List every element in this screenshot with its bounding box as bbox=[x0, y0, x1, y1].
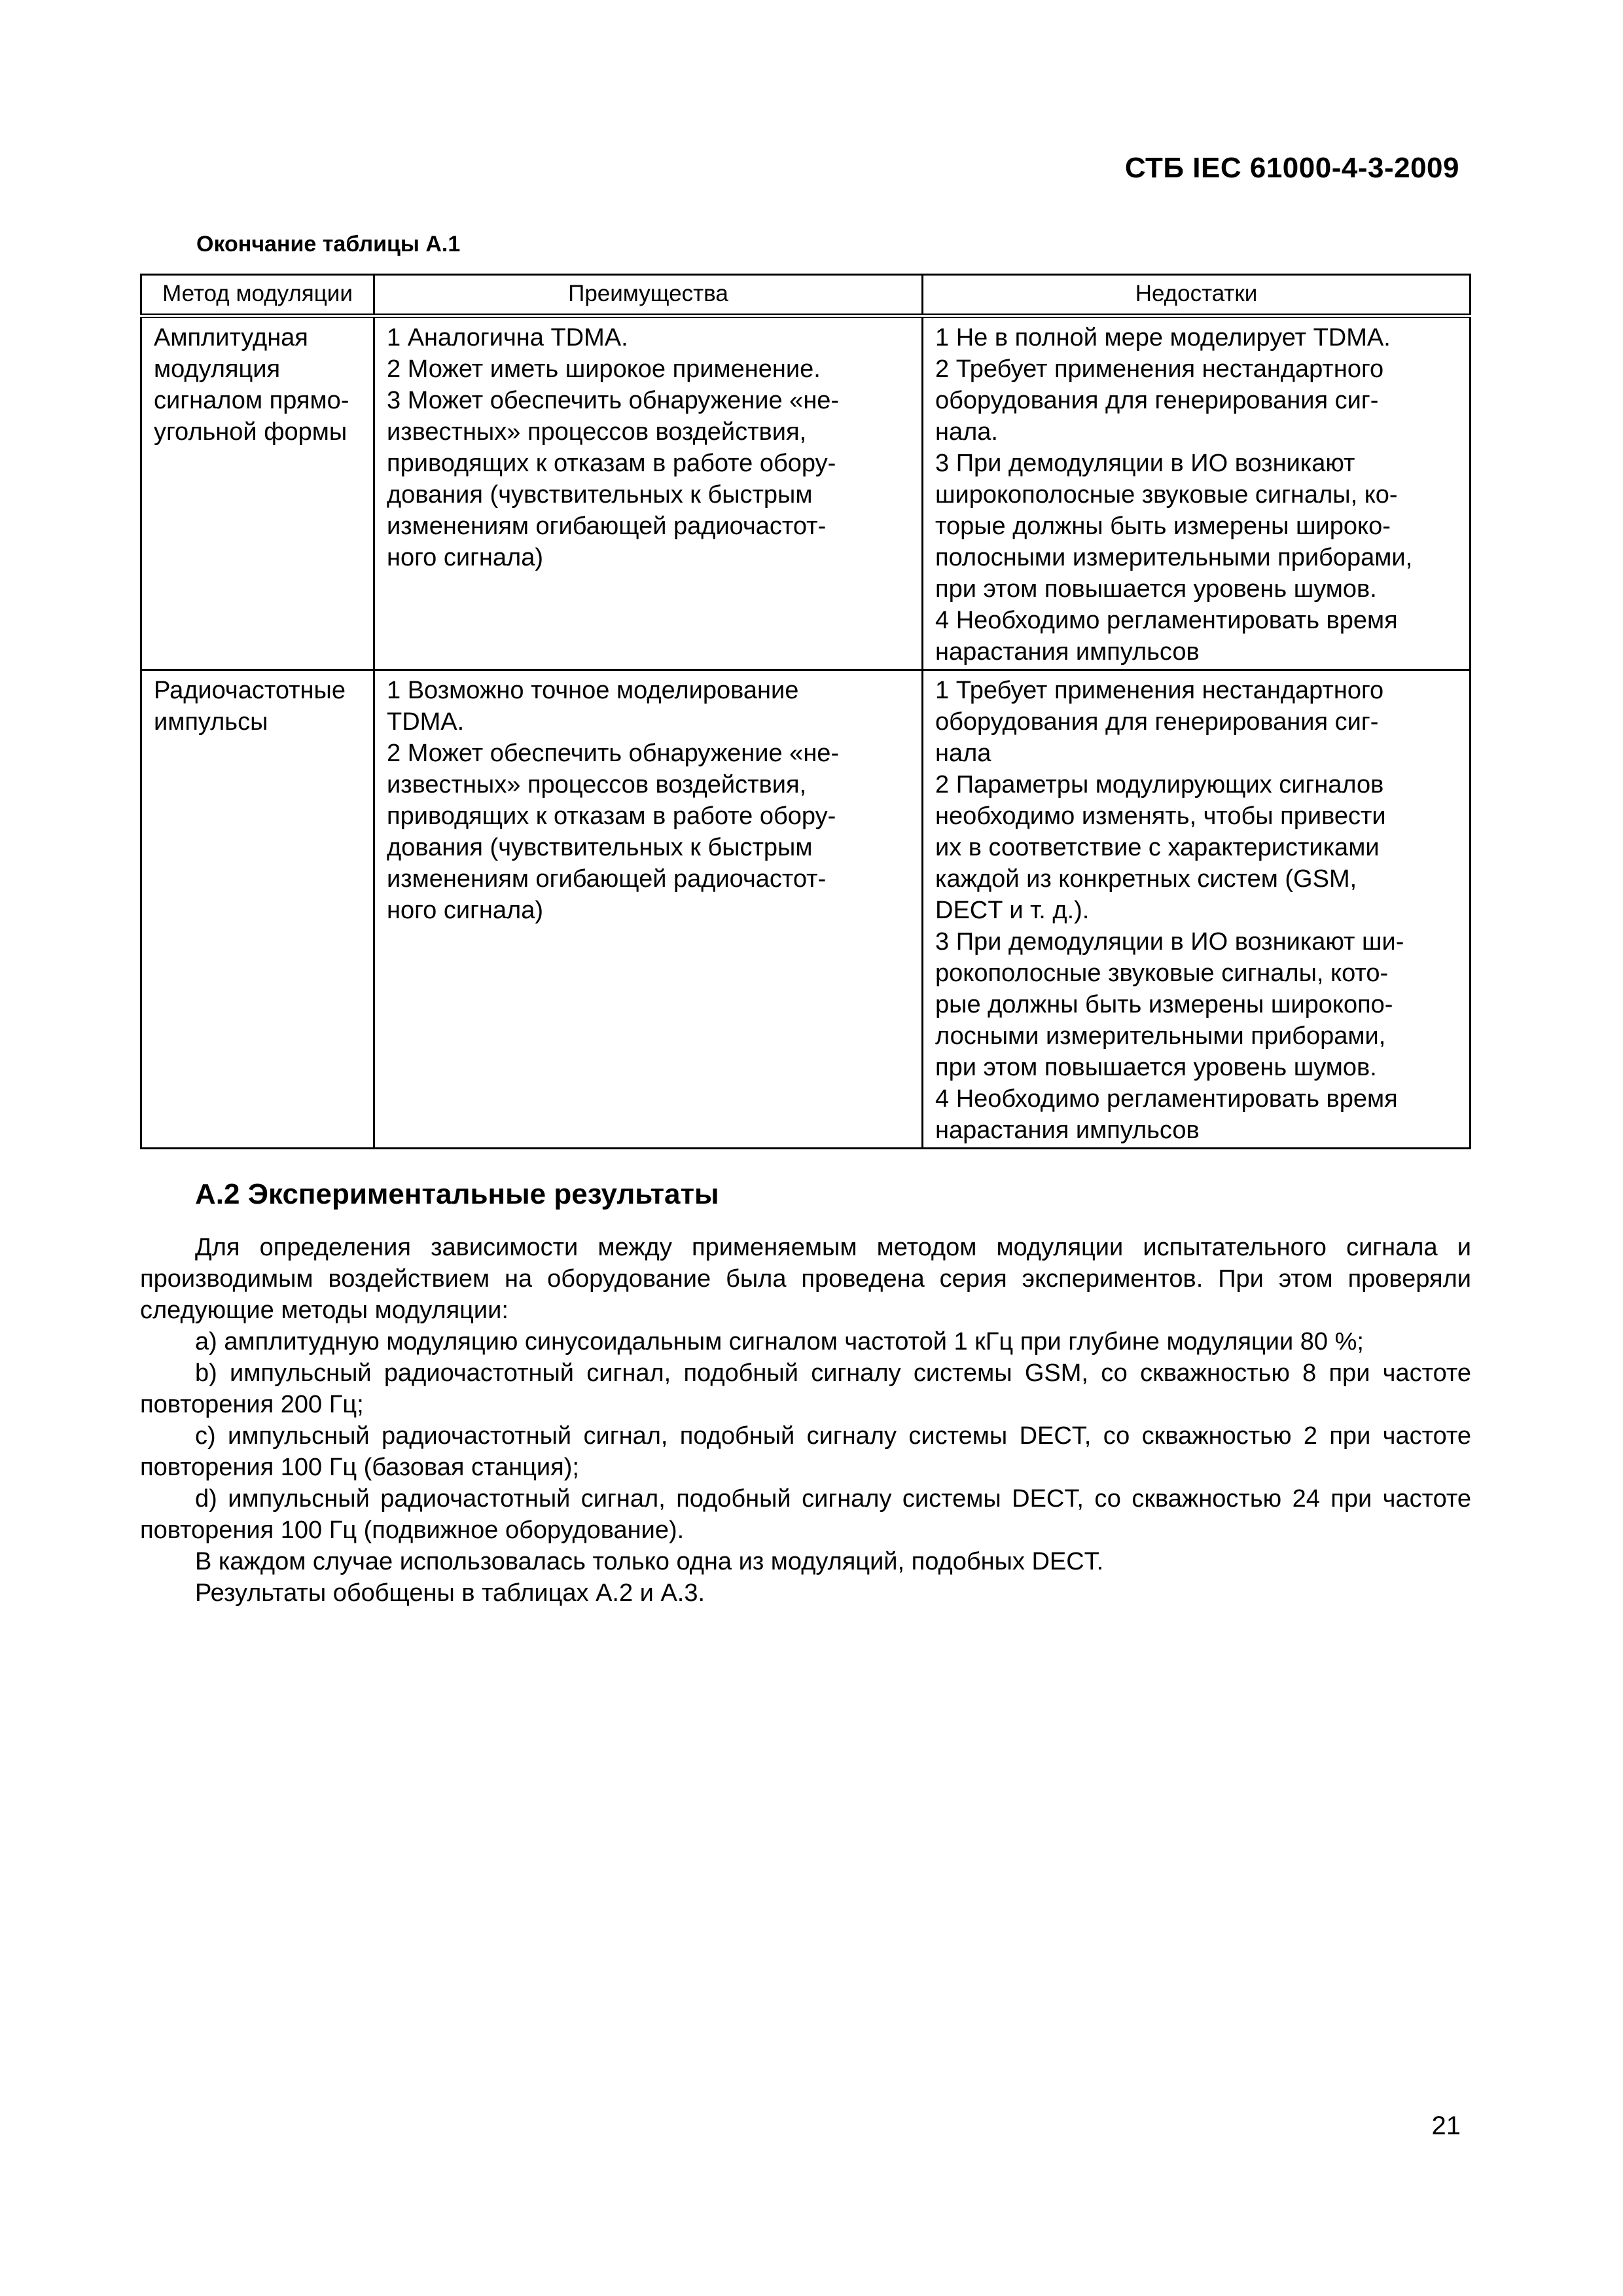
cell-text-line: их в соответствие с характеристиками bbox=[935, 834, 1380, 861]
column-header-method: Метод модуляции bbox=[141, 275, 374, 316]
document-code: СТБ IEC 61000-4-3-2009 bbox=[1124, 152, 1459, 184]
body-paragraph: d) импульсный радиочастотный сигнал, подобный сигналу системы DECT, со скважностью 24 при частоте повторения 100 Гц (подвижное оборудование). bbox=[140, 1485, 1471, 1544]
body-paragraph: c) импульсный радиочастотный сигнал, подобный сигналу системы DECT, со скважностью 2 при частоте повторения 100 Гц (базовая станция); bbox=[140, 1422, 1471, 1481]
cell-text-line: 2 Параметры модулирующих сигналов bbox=[935, 771, 1384, 798]
advantages-cell bbox=[374, 670, 923, 1149]
cell-text-line: 2 Требует применения нестандартного bbox=[935, 355, 1384, 383]
cell-text-line: нарастания импульсов bbox=[935, 1117, 1200, 1144]
cell-text-line: известных» процессов воздействия, bbox=[387, 771, 807, 798]
cell-text-line: изменениям огибающей радиочастот- bbox=[387, 865, 827, 893]
cell-text-line: приводящих к отказам в работе обору- bbox=[387, 802, 836, 830]
table-body bbox=[141, 316, 1471, 1149]
cell-text-line: известных» процессов воздействия, bbox=[387, 418, 807, 446]
body-paragraph: Результаты обобщены в таблицах А.2 и А.3. bbox=[195, 1579, 705, 1607]
cell-text-line: 1 Возможно точное моделирование bbox=[387, 677, 799, 704]
body-paragraph: b) импульсный радиочастотный сигнал, подобный сигналу системы GSM, со скважностью 8 при частоте повторения 200 Гц; bbox=[140, 1359, 1471, 1418]
modulation-methods-table bbox=[140, 274, 1471, 1149]
cell-text-line: Радиочастотные bbox=[154, 677, 346, 704]
cell-text-line: 3 Может обеспечить обнаружение «не- bbox=[387, 387, 840, 414]
cell-text-line: 2 Может иметь широкое применение. bbox=[387, 355, 821, 383]
body-paragraph: Для определения зависимости между применяемым методом модуляции испытательного сигнала и производимым воздействием на оборудование была проведена серия экспериментов. При этом проверяли следующие методы модуляции: bbox=[140, 1234, 1471, 1324]
column-header-disadvantages: Недостатки bbox=[923, 275, 1471, 316]
cell-text-line: нала bbox=[935, 740, 991, 767]
cell-text-line: изменениям огибающей радиочастот- bbox=[387, 512, 827, 540]
cell-text-line: угольной формы bbox=[154, 418, 348, 446]
cell-text-line: модуляция bbox=[154, 355, 281, 383]
method-cell bbox=[141, 316, 374, 670]
section-body bbox=[140, 1232, 1471, 1609]
cell-text-line: оборудования для генерирования сиг- bbox=[935, 708, 1379, 736]
cell-text-line: полосными измерительными приборами, bbox=[935, 544, 1413, 571]
cell-text-line: 4 Необходимо регламентировать время bbox=[935, 607, 1398, 634]
table-caption: Окончание таблицы А.1 bbox=[196, 232, 461, 257]
page-number: 21 bbox=[1431, 2111, 1461, 2140]
cell-text-line: при этом повышается уровень шумов. bbox=[935, 1054, 1377, 1081]
cell-text-line: оборудования для генерирования сиг- bbox=[935, 387, 1379, 414]
cell-text-line: рокополосные звуковые сигналы, кото- bbox=[935, 960, 1389, 987]
cell-text-line: Амплитудная bbox=[154, 324, 308, 351]
table-row bbox=[141, 316, 1471, 670]
cell-text-line: при этом повышается уровень шумов. bbox=[935, 575, 1377, 603]
cell-text-line: 1 Не в полной мере моделирует TDMA. bbox=[935, 324, 1391, 351]
body-paragraph: В каждом случае использовалась только одна из модуляций, подобных DECT. bbox=[195, 1548, 1104, 1575]
cell-text-line: торые должны быть измерены широко- bbox=[935, 512, 1391, 540]
cell-text-line: дования (чувствительных к быстрым bbox=[387, 834, 813, 861]
column-header-advantages: Преимущества bbox=[374, 275, 923, 316]
cell-text-line: сигналом прямо- bbox=[154, 387, 349, 414]
cell-text-line: ного сигнала) bbox=[387, 897, 544, 924]
advantages-cell bbox=[374, 316, 923, 670]
cell-text-line: приводящих к отказам в работе обору- bbox=[387, 450, 836, 477]
table-row bbox=[141, 670, 1471, 1149]
cell-text-line: каждой из конкретных систем (GSM, bbox=[935, 865, 1357, 893]
cell-text-line: нала. bbox=[935, 418, 998, 446]
cell-text-line: ного сигнала) bbox=[387, 544, 544, 571]
cell-text-line: нарастания импульсов bbox=[935, 638, 1200, 666]
cell-text-line: дования (чувствительных к быстрым bbox=[387, 481, 813, 509]
disadvantages-cell bbox=[923, 670, 1471, 1149]
cell-text-line: TDMA. bbox=[387, 708, 465, 736]
section-heading: А.2 Экспериментальные результаты bbox=[195, 1178, 719, 1210]
disadvantages-cell bbox=[923, 316, 1471, 670]
body-paragraph: a) амплитудную модуляцию синусоидальным сигналом частотой 1 кГц при глубине модуляции 80 %; bbox=[195, 1328, 1364, 1355]
cell-text-line: 3 При демодуляции в ИО возникают bbox=[935, 450, 1355, 477]
cell-text-line: 2 Может обеспечить обнаружение «не- bbox=[387, 740, 840, 767]
cell-text-line: импульсы bbox=[154, 708, 268, 736]
cell-text-line: широкополосные звуковые сигналы, ко- bbox=[935, 481, 1398, 509]
cell-text-line: DECT и т. д.). bbox=[935, 897, 1090, 924]
cell-text-line: 4 Необходимо регламентировать время bbox=[935, 1085, 1398, 1113]
cell-text-line: 1 Требует применения нестандартного bbox=[935, 677, 1384, 704]
cell-text-line: рые должны быть измерены широкопо- bbox=[935, 991, 1393, 1018]
cell-text-line: 1 Аналогична TDMA. bbox=[387, 324, 628, 351]
cell-text-line: лосными измерительными приборами, bbox=[935, 1022, 1386, 1050]
table-header-row bbox=[141, 275, 1471, 316]
method-cell bbox=[141, 670, 374, 1149]
cell-text-line: 3 При демодуляции в ИО возникают ши- bbox=[935, 928, 1404, 956]
cell-text-line: необходимо изменять, чтобы привести bbox=[935, 802, 1386, 830]
